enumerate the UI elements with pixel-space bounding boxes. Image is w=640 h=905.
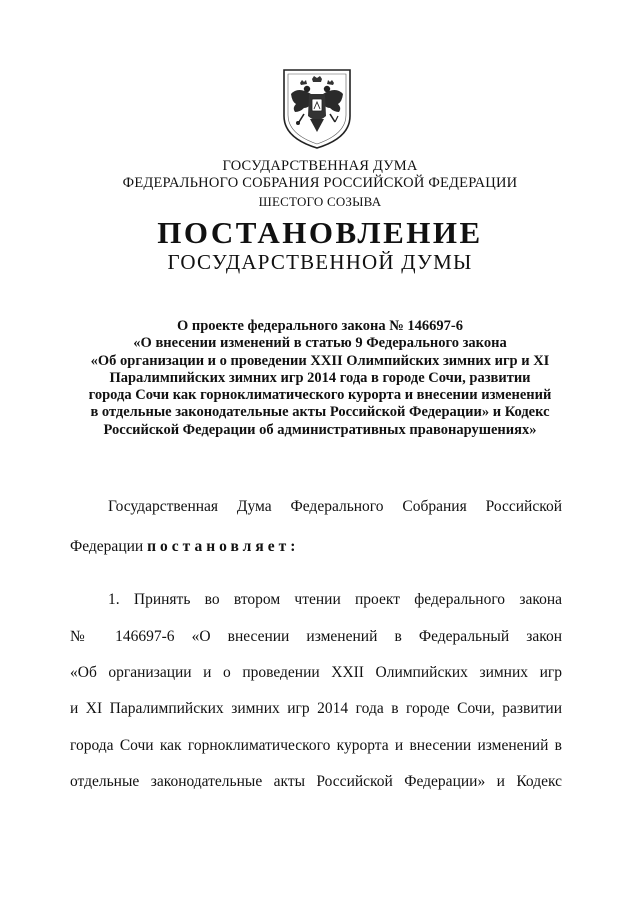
issuer-line-1: ГОСУДАРСТВЕННАЯ ДУМА [222,158,418,174]
subject-line: города Сочи как горноклиматического курорта и внесении изменений [88,387,552,404]
item-line: города Сочи как горноклиматического курорта и внесении изменений в [70,737,562,754]
subject-line: Российской Федерации об административных правонарушениях» [103,421,537,438]
item-line: отдельные законодательные акты Российской Федерации» и Кодекс [70,773,562,790]
item-line: и XI Паралимпийских зимних игр 2014 года в городе Сочи, развитии [70,700,562,717]
document-title: ПОСТАНОВЛЕНИЕ [157,215,483,250]
item-line: 1. Принять во втором чтении проект федерального закона [108,591,562,608]
resolution-subject [56,318,584,439]
intro-line-2 [70,537,562,557]
resolves-verb: постановляет: [147,538,300,555]
subject-line: О проекте федерального закона № 146697-6 [176,318,464,334]
document-subtitle: ГОСУДАРСТВЕННОЙ ДУМЫ [167,250,473,274]
subject-line: «О внесении изменений в статью 9 Федерального закона [133,335,507,352]
coat-of-arms-emblem [276,64,358,150]
intro-line: Государственная Дума Федерального Собрания Российской [108,498,562,515]
issuer-line-2: ФЕДЕРАЛЬНОГО СОБРАНИЯ РОССИЙСКОЙ ФЕДЕРАЦИИ [122,175,518,191]
convocation-line: ШЕСТОГО СОЗЫВА [258,194,382,209]
item-line: № 146697-6 «О внесении изменений в Федеральный закон [70,628,562,645]
subject-line: Паралимпийских зимних игр 2014 года в городе Сочи, развитии [109,369,531,386]
intro-prefix: Федерации [70,538,148,555]
item-line: «Об организации и о проведении XXII Олимпийских зимних игр [70,664,562,681]
subject-line: в отдельные законодательные акты Российской Федерации» и Кодекс [90,404,550,421]
subject-line: «Об организации и о проведении XXII Олимпийских зимних игр и XI [90,352,550,369]
